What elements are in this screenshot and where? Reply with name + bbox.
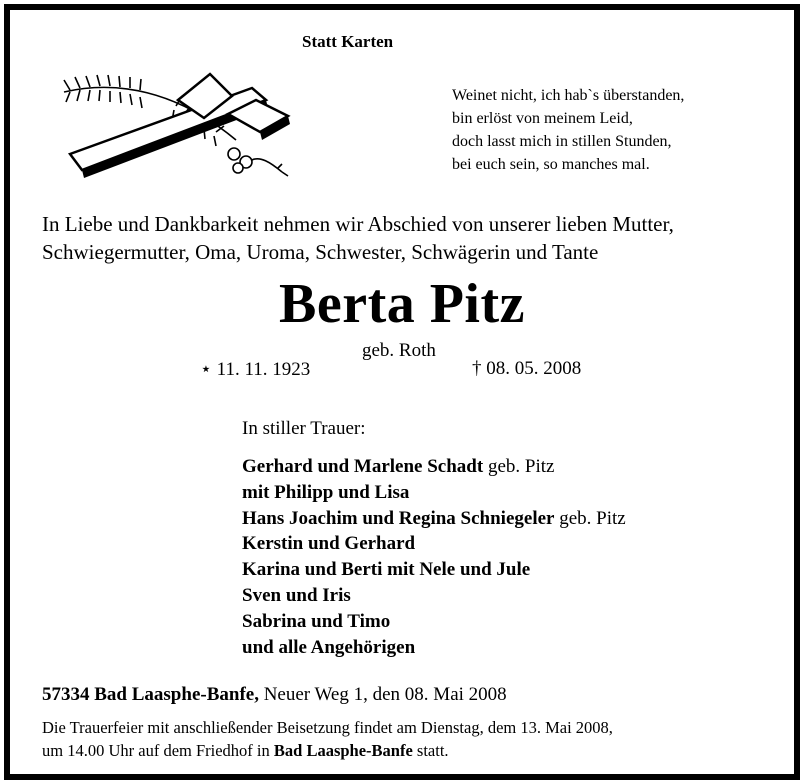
list-item bbox=[242, 480, 626, 506]
mourner-name: Gerhard und Marlene Schadt bbox=[242, 456, 484, 477]
obituary-notice bbox=[4, 4, 800, 780]
intro-line: In Liebe und Dankbarkeit nehmen wir Abschied von unserer lieben Mutter, bbox=[42, 212, 674, 236]
birth-date: ⋆ 11. 11. 1923 bbox=[200, 359, 311, 380]
list-item bbox=[242, 557, 626, 583]
mourner-name: Sabrina und Timo bbox=[242, 610, 391, 632]
mourner-name: Hans Joachim und Regina Schniegeler bbox=[242, 507, 555, 529]
mourner-name: Sven und Iris bbox=[242, 584, 351, 606]
mourner-suffix: geb. Pitz bbox=[483, 456, 555, 477]
mourner-name: mit Philipp und Lisa bbox=[242, 481, 410, 503]
poem-line: bin erlöst von meinem Leid, bbox=[452, 110, 633, 127]
service-time: um 14.00 Uhr auf dem Friedhof in bbox=[42, 741, 274, 760]
notice-header: Statt Karten bbox=[302, 32, 394, 51]
intro-text bbox=[42, 210, 674, 266]
service-place: Bad Laasphe-Banfe bbox=[273, 741, 413, 760]
poem-line: Weinet nicht, ich hab`s überstanden, bbox=[452, 87, 685, 104]
address-place: 57334 Bad Laasphe-Banfe, bbox=[42, 684, 259, 705]
mourner-suffix: geb. Pitz bbox=[554, 507, 626, 529]
mourner-name: Karina und Berti mit Nele und Jule bbox=[242, 559, 531, 581]
mourners-heading: In stiller Trauer: bbox=[242, 418, 366, 439]
maiden-name: geb. Roth bbox=[362, 340, 436, 361]
service-line bbox=[42, 739, 613, 762]
list-item bbox=[242, 454, 626, 480]
list-item bbox=[242, 506, 626, 532]
death-date: † 08. 05. 2008 bbox=[472, 358, 582, 379]
address-line bbox=[42, 684, 507, 706]
address-rest: Neuer Weg 1, den 08. Mai 2008 bbox=[258, 684, 507, 705]
mourner-name: und alle Angehörigen bbox=[242, 636, 416, 658]
list-item bbox=[242, 609, 626, 635]
poem bbox=[452, 84, 684, 176]
list-item bbox=[242, 531, 626, 557]
cross-with-palm-icon bbox=[56, 70, 296, 190]
mourners-list bbox=[242, 454, 626, 660]
list-item bbox=[242, 583, 626, 609]
list-item bbox=[242, 635, 626, 661]
service-line: Die Trauerfeier mit anschließender Beisetzung findet am Dienstag, dem 13. Mai 2008, bbox=[42, 718, 613, 737]
funeral-service-info bbox=[42, 716, 613, 762]
poem-line: bei euch sein, so manches mal. bbox=[452, 156, 650, 173]
mourner-name: Kerstin und Gerhard bbox=[242, 533, 416, 555]
service-end: statt. bbox=[412, 741, 449, 760]
intro-line: Schwiegermutter, Oma, Uroma, Schwester, Schwägerin und Tante bbox=[42, 240, 599, 264]
poem-line: doch lasst mich in stillen Stunden, bbox=[452, 133, 672, 150]
deceased-name: Berta Pitz bbox=[279, 273, 525, 335]
